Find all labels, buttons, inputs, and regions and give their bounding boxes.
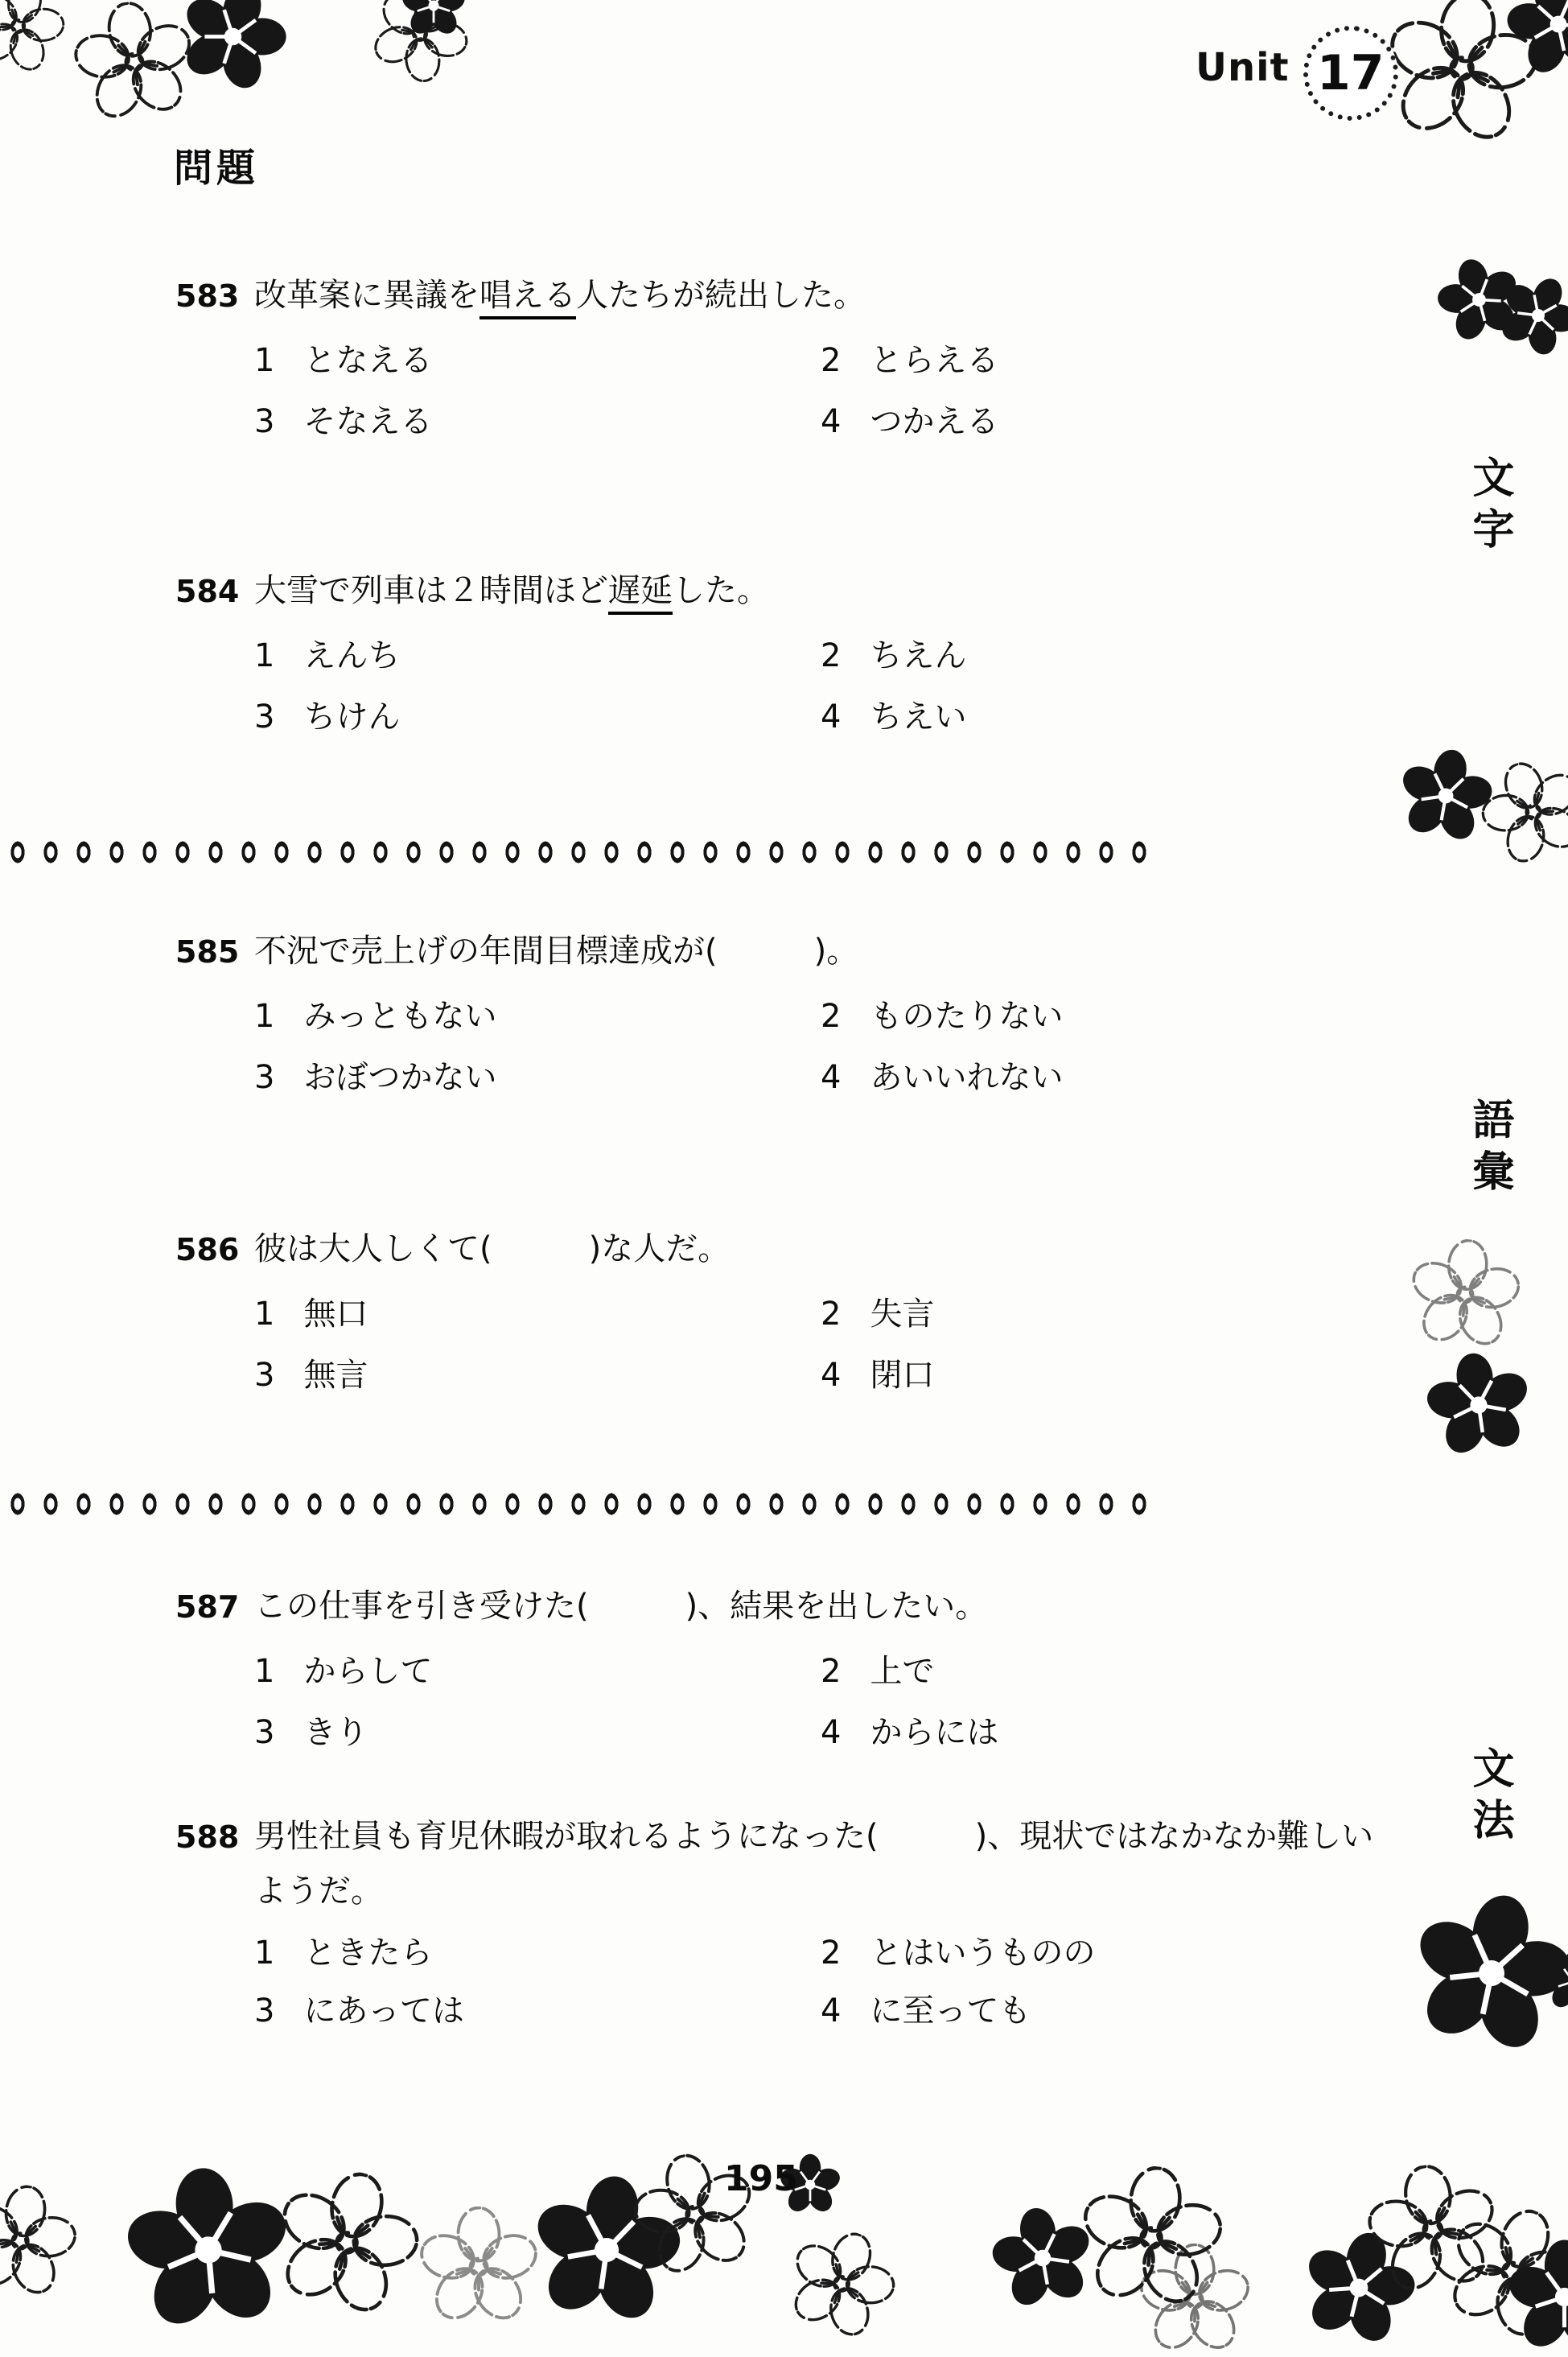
question-number: 587 bbox=[175, 1589, 240, 1625]
option-3 bbox=[254, 1988, 821, 2034]
option-number: 1 bbox=[254, 998, 275, 1035]
flower-icon bbox=[1418, 1345, 1538, 1465]
unit-label: Unit bbox=[1196, 45, 1290, 90]
option-label: あいいれない bbox=[870, 1059, 1064, 1096]
option-3 bbox=[254, 398, 821, 445]
dotted-separator bbox=[2, 840, 1149, 864]
option-2 bbox=[821, 1648, 934, 1695]
options-row bbox=[175, 398, 1392, 445]
option-label: きり bbox=[303, 1714, 368, 1751]
question-586 bbox=[175, 1222, 1392, 1399]
question-text-before: 大雪で列車は２時間ほど bbox=[254, 572, 608, 609]
option-number: 4 bbox=[821, 403, 842, 440]
option-2 bbox=[821, 633, 966, 679]
question-text bbox=[254, 1579, 1392, 1634]
option-1 bbox=[254, 1291, 821, 1337]
option-label: ときたら bbox=[303, 1935, 433, 1972]
option-label: おぼつかない bbox=[303, 1059, 497, 1096]
options-row bbox=[175, 993, 1392, 1040]
question-text bbox=[254, 924, 1392, 979]
option-number: 4 bbox=[821, 1357, 842, 1394]
question-587 bbox=[175, 1579, 1392, 1756]
question-line bbox=[175, 924, 1392, 979]
question-text bbox=[254, 268, 1392, 323]
option-number: 1 bbox=[254, 637, 275, 674]
option-label: に至っても bbox=[870, 1992, 1031, 2029]
option-label: にあっては bbox=[303, 1992, 465, 2029]
option-number: 1 bbox=[254, 342, 275, 379]
question-number: 586 bbox=[175, 1232, 240, 1267]
option-number: 3 bbox=[254, 698, 275, 736]
option-number: 3 bbox=[254, 1714, 275, 1751]
question-line bbox=[175, 268, 1392, 323]
options-row bbox=[175, 337, 1392, 384]
question-line bbox=[175, 563, 1392, 618]
options-row bbox=[175, 633, 1392, 679]
option-label: 無口 bbox=[303, 1296, 368, 1333]
option-label: 上で bbox=[870, 1653, 935, 1690]
option-number: 2 bbox=[821, 342, 842, 379]
option-4 bbox=[821, 694, 966, 740]
option-3 bbox=[254, 1352, 821, 1399]
question-583 bbox=[175, 268, 1392, 445]
option-number: 2 bbox=[821, 637, 842, 674]
option-label: つかえる bbox=[870, 403, 999, 440]
page-heading: 問題 bbox=[174, 146, 260, 191]
options-row bbox=[175, 1930, 1392, 1976]
option-2 bbox=[821, 1291, 934, 1337]
option-number: 3 bbox=[254, 1357, 275, 1394]
option-label: ちえん bbox=[870, 637, 967, 674]
page-number: 195 bbox=[724, 2158, 798, 2199]
option-label: そなえる bbox=[303, 403, 433, 440]
option-1 bbox=[254, 1930, 821, 1976]
option-number: 4 bbox=[821, 698, 842, 736]
option-number: 2 bbox=[821, 1935, 842, 1972]
options-row bbox=[175, 1352, 1392, 1399]
option-number: 2 bbox=[821, 1296, 842, 1333]
option-number: 4 bbox=[821, 1059, 842, 1096]
question-text-after: した。 bbox=[673, 572, 769, 609]
question-line bbox=[175, 1579, 1392, 1634]
option-2 bbox=[821, 993, 1063, 1040]
question-584 bbox=[175, 563, 1392, 740]
underlined-word: 唱える bbox=[479, 277, 576, 319]
question-number: 588 bbox=[175, 1819, 240, 1855]
underlined-word: 遅延 bbox=[608, 572, 673, 615]
question-text-after: 人たちが続出した。 bbox=[576, 277, 866, 314]
option-number: 4 bbox=[821, 1714, 842, 1751]
options-row bbox=[175, 1988, 1392, 2034]
option-label: ちえい bbox=[870, 698, 967, 736]
flower-icon bbox=[0, 0, 75, 83]
flower-icon bbox=[401, 0, 467, 39]
option-number: 3 bbox=[254, 1059, 275, 1096]
option-label: ちけん bbox=[303, 698, 401, 736]
flower-icon bbox=[773, 2215, 909, 2351]
option-label: からして bbox=[303, 1653, 433, 1690]
options-row bbox=[175, 1291, 1392, 1337]
option-number: 3 bbox=[254, 1992, 275, 2029]
option-4 bbox=[821, 1054, 1063, 1101]
option-label: ものたりない bbox=[870, 998, 1064, 1035]
side-tab-bunpo: 文法 bbox=[1465, 1746, 1513, 1849]
option-number: 4 bbox=[821, 1992, 842, 2029]
options-row bbox=[175, 694, 1392, 740]
option-label: みっともない bbox=[303, 998, 497, 1035]
side-tab-goi: 語彙 bbox=[1465, 1098, 1513, 1201]
option-number: 2 bbox=[821, 998, 842, 1035]
options-row bbox=[175, 1054, 1392, 1101]
option-label: となえる bbox=[303, 342, 433, 379]
question-line bbox=[175, 1809, 1392, 1918]
question-text-before: 改革案に異議を bbox=[254, 277, 479, 314]
flower-icon bbox=[1396, 1877, 1568, 2068]
question-number: 583 bbox=[175, 278, 240, 314]
option-label: えんち bbox=[303, 637, 401, 674]
option-label: 無言 bbox=[303, 1357, 368, 1394]
option-4 bbox=[821, 398, 998, 445]
question-text-before: 不況で売上げの年間目標達成が( )。 bbox=[254, 933, 859, 970]
flower-icon bbox=[0, 2176, 85, 2306]
question-text-before: 男性社員も育児休暇が取れるようになった( )、現状ではなかなか難しいようだ。 bbox=[254, 1818, 1374, 1910]
option-3 bbox=[254, 1709, 821, 1756]
option-2 bbox=[821, 1930, 1095, 1976]
question-text bbox=[254, 563, 1392, 618]
option-number: 1 bbox=[254, 1653, 275, 1690]
question-number: 585 bbox=[175, 934, 240, 970]
question-588 bbox=[175, 1809, 1392, 2034]
flower-icon bbox=[1506, 2239, 1568, 2355]
option-label: とはいうものの bbox=[870, 1935, 1096, 1972]
option-label: 失言 bbox=[870, 1296, 935, 1333]
option-3 bbox=[254, 1054, 821, 1101]
option-1 bbox=[254, 1648, 821, 1695]
option-3 bbox=[254, 694, 821, 740]
question-text-before: この仕事を引き受けた( )、結果を出したい。 bbox=[254, 1588, 988, 1625]
option-label: からには bbox=[870, 1714, 999, 1751]
question-585 bbox=[175, 924, 1392, 1101]
question-text bbox=[254, 1809, 1392, 1918]
options-row bbox=[175, 1709, 1392, 1756]
unit-number: 17 bbox=[1317, 45, 1385, 101]
option-number: 3 bbox=[254, 403, 275, 440]
flower-icon bbox=[418, 2207, 539, 2327]
dotted-separator bbox=[2, 1492, 1149, 1516]
flower-icon bbox=[1543, 1951, 1568, 2012]
option-number: 1 bbox=[254, 1935, 275, 1972]
flower-icon bbox=[1405, 1234, 1525, 1355]
option-number: 2 bbox=[821, 1653, 842, 1690]
question-line bbox=[175, 1222, 1392, 1276]
options-row bbox=[175, 1648, 1392, 1695]
option-4 bbox=[821, 1988, 1031, 2034]
option-1 bbox=[254, 633, 821, 679]
option-1 bbox=[254, 337, 821, 384]
question-number: 584 bbox=[175, 574, 240, 609]
option-4 bbox=[821, 1709, 998, 1756]
question-text-before: 彼は大人しくて( )な人だ。 bbox=[254, 1230, 730, 1267]
side-tab-moji: 文字 bbox=[1465, 455, 1513, 558]
option-label: 閉口 bbox=[870, 1357, 935, 1394]
option-4 bbox=[821, 1352, 934, 1399]
question-text bbox=[254, 1222, 1392, 1276]
flower-icon bbox=[1138, 2244, 1251, 2356]
option-label: とらえる bbox=[870, 342, 999, 379]
option-1 bbox=[254, 993, 821, 1040]
option-number: 1 bbox=[254, 1296, 275, 1333]
option-2 bbox=[821, 337, 998, 384]
